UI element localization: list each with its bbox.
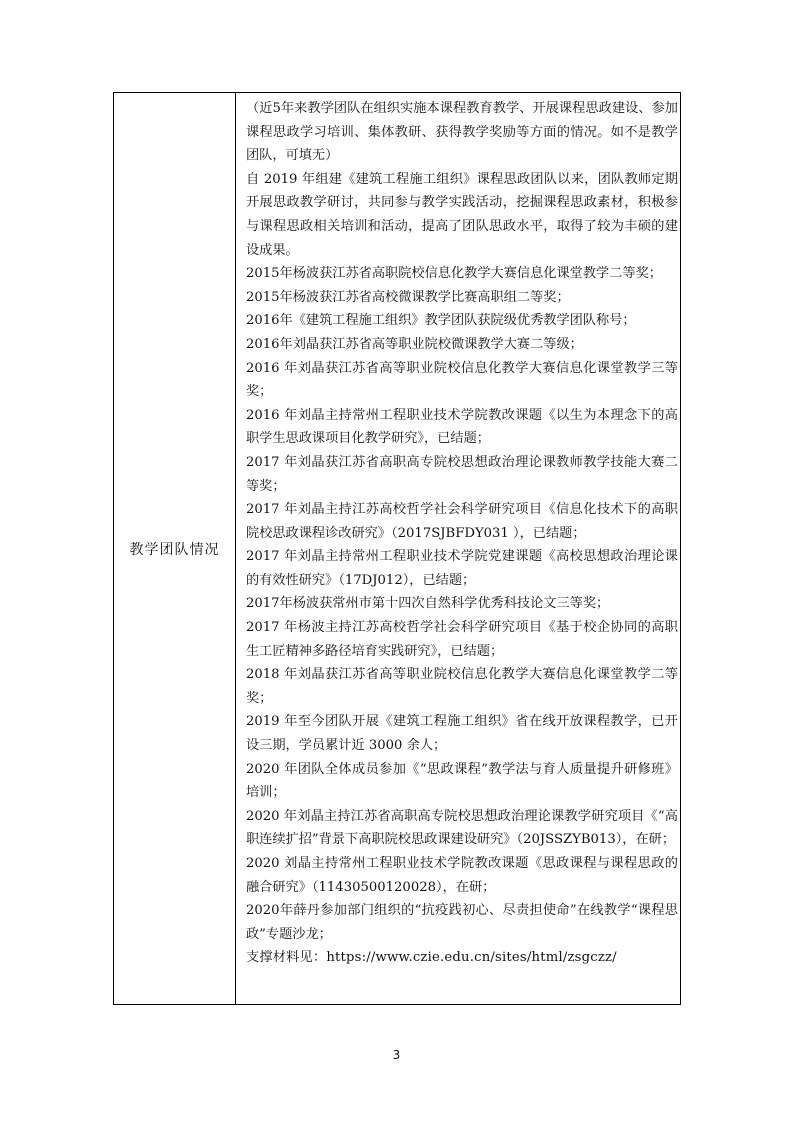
achievement-item: 2020 年刘晶主持江苏省高职高专院校思想政治理论课教学研究项目《“高职连续扩招”背景下高职院校思政课建设研究》（20JSSZYB013），在研；: [246, 808, 678, 848]
achievement-item: 2017年杨波获常州市第十四次自然科学优秀科技论文三等奖；: [246, 596, 610, 612]
achievement-item: 2020 年团队全体成员参加《“思政课程”教学法与育人质量提升研修班》培训；: [246, 761, 678, 801]
team-info-content: [246, 97, 678, 970]
page-number: 3: [392, 1048, 401, 1062]
paragraph-instructions: （近5年来教学团队在组织实施本课程教育教学、开展课程思政建设、参加课程思政学习培训、集体教研、获得教学奖励等方面的情况。如不是教学团队，可填无）: [246, 101, 678, 164]
achievement-item: 2015年杨波获江苏省高校微课教学比赛高职组二等奖；: [246, 289, 570, 305]
achievement-item: 2017 年刘晶主持常州工程职业技术学院党建课题《高校思想政治理论课的有效性研究》（17DJ012），已结题；: [246, 549, 678, 588]
achievement-item: 2016年《建筑工程施工组织》教学团队获院级优秀教学团队称号；: [246, 313, 636, 329]
achievement-item: 2020 刘晶主持常州工程职业技术学院教改课题《思政课程与课程思政的融合研究》（11430500120028），在研；: [246, 856, 678, 895]
achievement-item: 2017 年杨波主持江苏高校哲学社会科学研究项目《基于校企协同的高职生工匠精神多路径培育实践研究》，已结题；: [246, 620, 678, 659]
team-info-table: [113, 92, 681, 1005]
achievement-item: 2020年薛丹参加部门组织的“抗疫践初心、尽责担使命”在线教学“课程思政”专题沙龙；: [246, 903, 678, 942]
paragraph-intro: 自 2019 年组建《建筑工程施工组织》课程思政团队以来，团队教师定期开展思政教学研讨，共同参与教学实践活动，挖掘课程思政素材，积极参与课程思政相关培训和活动，提高了团队思政水平，取得了较为丰硕的建设成果。: [246, 171, 678, 258]
achievement-item: 2017 年刘晶获江苏省高职高专院校思想政治理论课教师教学技能大赛二等奖；: [246, 454, 678, 494]
supporting-material-link[interactable]: 支撑材料见：https://www.czie.edu.cn/sites/html/zsgczz/: [246, 950, 617, 966]
achievement-item: 2017 年刘晶主持江苏高校哲学社会科学研究项目《信息化技术下的高职院校思政课程诊改研究》（2017SJBFDY031 ），已结题；: [246, 502, 678, 541]
achievement-item: 2018 年刘晶获江苏省高等职业院校信息化教学大赛信息化课堂教学二等奖；: [246, 667, 678, 706]
achievement-item: 2016年刘晶获江苏省高等职业院校微课教学大赛二等级；: [246, 336, 583, 352]
achievement-item: 2016 年刘晶获江苏省高等职业院校信息化教学大赛信息化课堂教学三等奖；: [246, 360, 678, 400]
achievement-item: 2015年杨波获江苏省高职院校信息化教学大赛信息化课堂教学二等奖；: [246, 266, 662, 282]
achievement-item: 2016 年刘晶主持常州工程职业技术学院教改课题《以生为本理念下的高职学生思政课项目化教学研究》，已结题；: [246, 407, 678, 447]
row-label-teaching-team: 教学团队情况: [114, 93, 236, 1004]
achievement-item: 2019 年至今团队开展《建筑工程施工组织》省在线开放课程教学，已开设三期，学员累计近 3000 余人；: [246, 714, 678, 754]
